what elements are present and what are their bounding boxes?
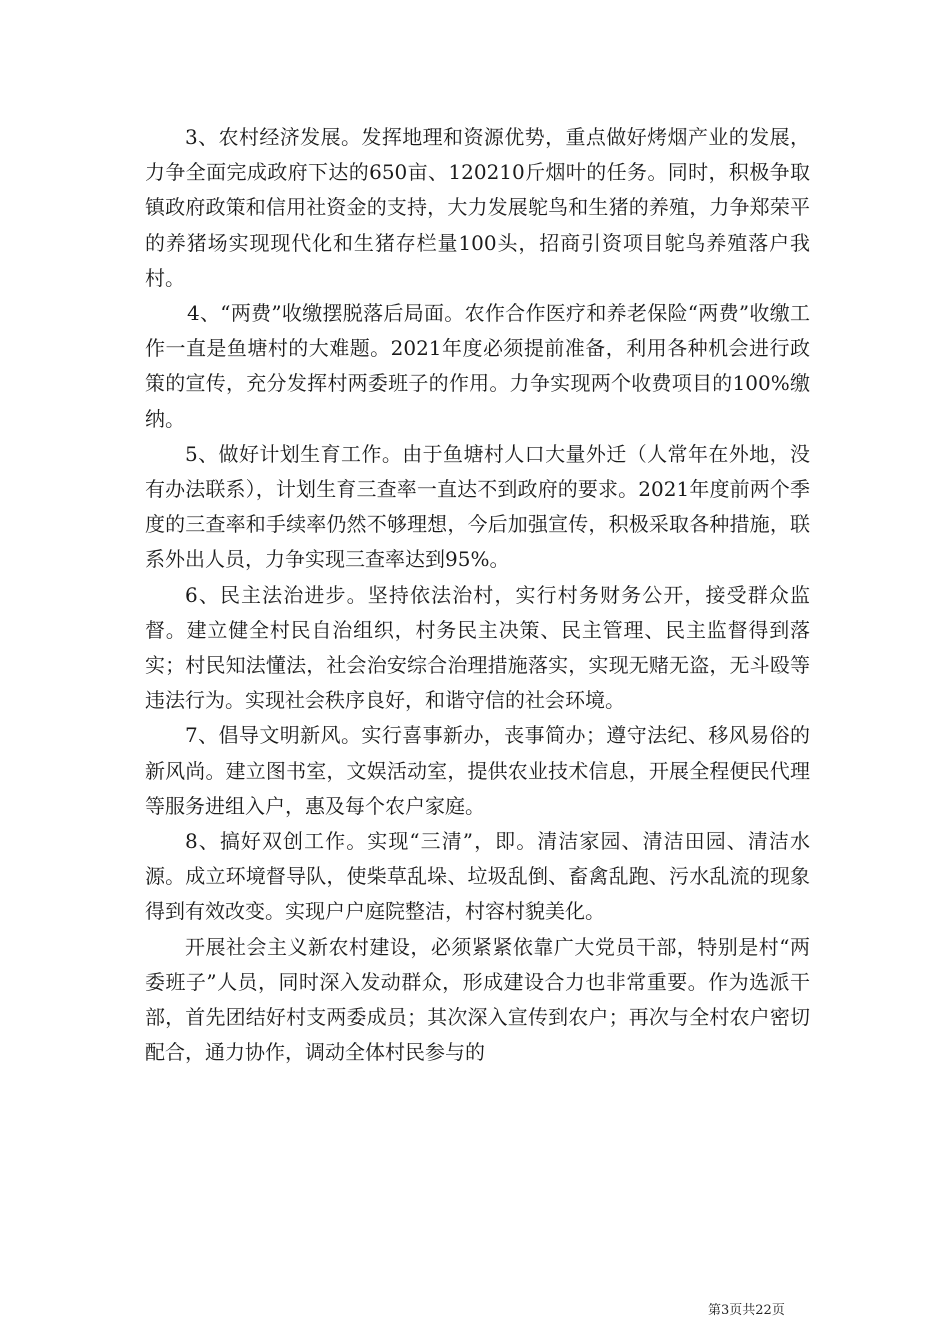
paragraph-dual-creation: 8、搞好双创工作。实现“三清”，即。清洁家园、清洁田园、清洁水源。成立环境督导队，使柴草乱垛、垃圾乱倒、畜禽乱跑、污水乱流的现象得到有效改变。实现户户庭院整洁，村容村貌美化。 [145, 829, 810, 924]
document-body [145, 120, 810, 1070]
paragraph-democracy-law: 6、民主法治进步。坚持依法治村，实行村务财务公开，接受群众监督。建立健全村民自治组织，村务民主决策、民主管理、民主监督得到落实；村民知法懂法，社会治安综合治理措施落实，实现无赌无盗，无斗殴等违法行为。实现社会秩序良好，和谐守信的社会环境。 [145, 582, 810, 713]
paragraph-new-countryside: 开展社会主义新农村建设，必须紧紧依靠广大党员干部，特别是村“两委班子”人员，同时深入发动群众，形成建设合力也非常重要。作为选派干部，首先团结好村支两委成员；其次深入宣传到农户；再次与全村农户密切配合，通力协作，调动全体村民参与的 [145, 934, 810, 1065]
paragraph-family-planning: 5、做好计划生育工作。由于鱼塘村人口大量外迁（人常年在外地，没有办法联系），计划生育三查率一直达不到政府的要求。2021年度前两个季度的三查率和手续率仍然不够理想，今后加强宣传，积极采取各种措施，联系外出人员，力争实现三查率达到95%。 [145, 441, 810, 572]
page-number-footer: 第3页共22页 [708, 1303, 785, 1318]
paragraph-two-fees: 4、“两费”收缴摆脱落后局面。农作合作医疗和养老保险“两费”收缴工作一直是鱼塘村的大难题。2021年度必须提前准备，利用各种机会进行政策的宣传，充分发挥村两委班子的作用。力争实现两个收费项目的100%缴纳。 [145, 301, 810, 431]
paragraph-civilized-customs: 7、倡导文明新风。实行喜事新办，丧事简办；遵守法纪、移风易俗的新风尚。建立图书室，文娱活动室，提供农业技术信息，开展全程便民代理等服务进组入户，惠及每个农户家庭。 [145, 723, 810, 818]
paragraph-rural-economy: 3、农村经济发展。发挥地理和资源优势，重点做好烤烟产业的发展，力争全面完成政府下达的650亩、120210斤烟叶的任务。同时，积极争取镇政府政策和信用社资金的支持，大力发展鸵鸟和生猪的养殖，力争郑荣平的养猪场实现现代化和生猪存栏量100头，招商引资项目鸵鸟养殖落户我村。 [145, 125, 810, 290]
